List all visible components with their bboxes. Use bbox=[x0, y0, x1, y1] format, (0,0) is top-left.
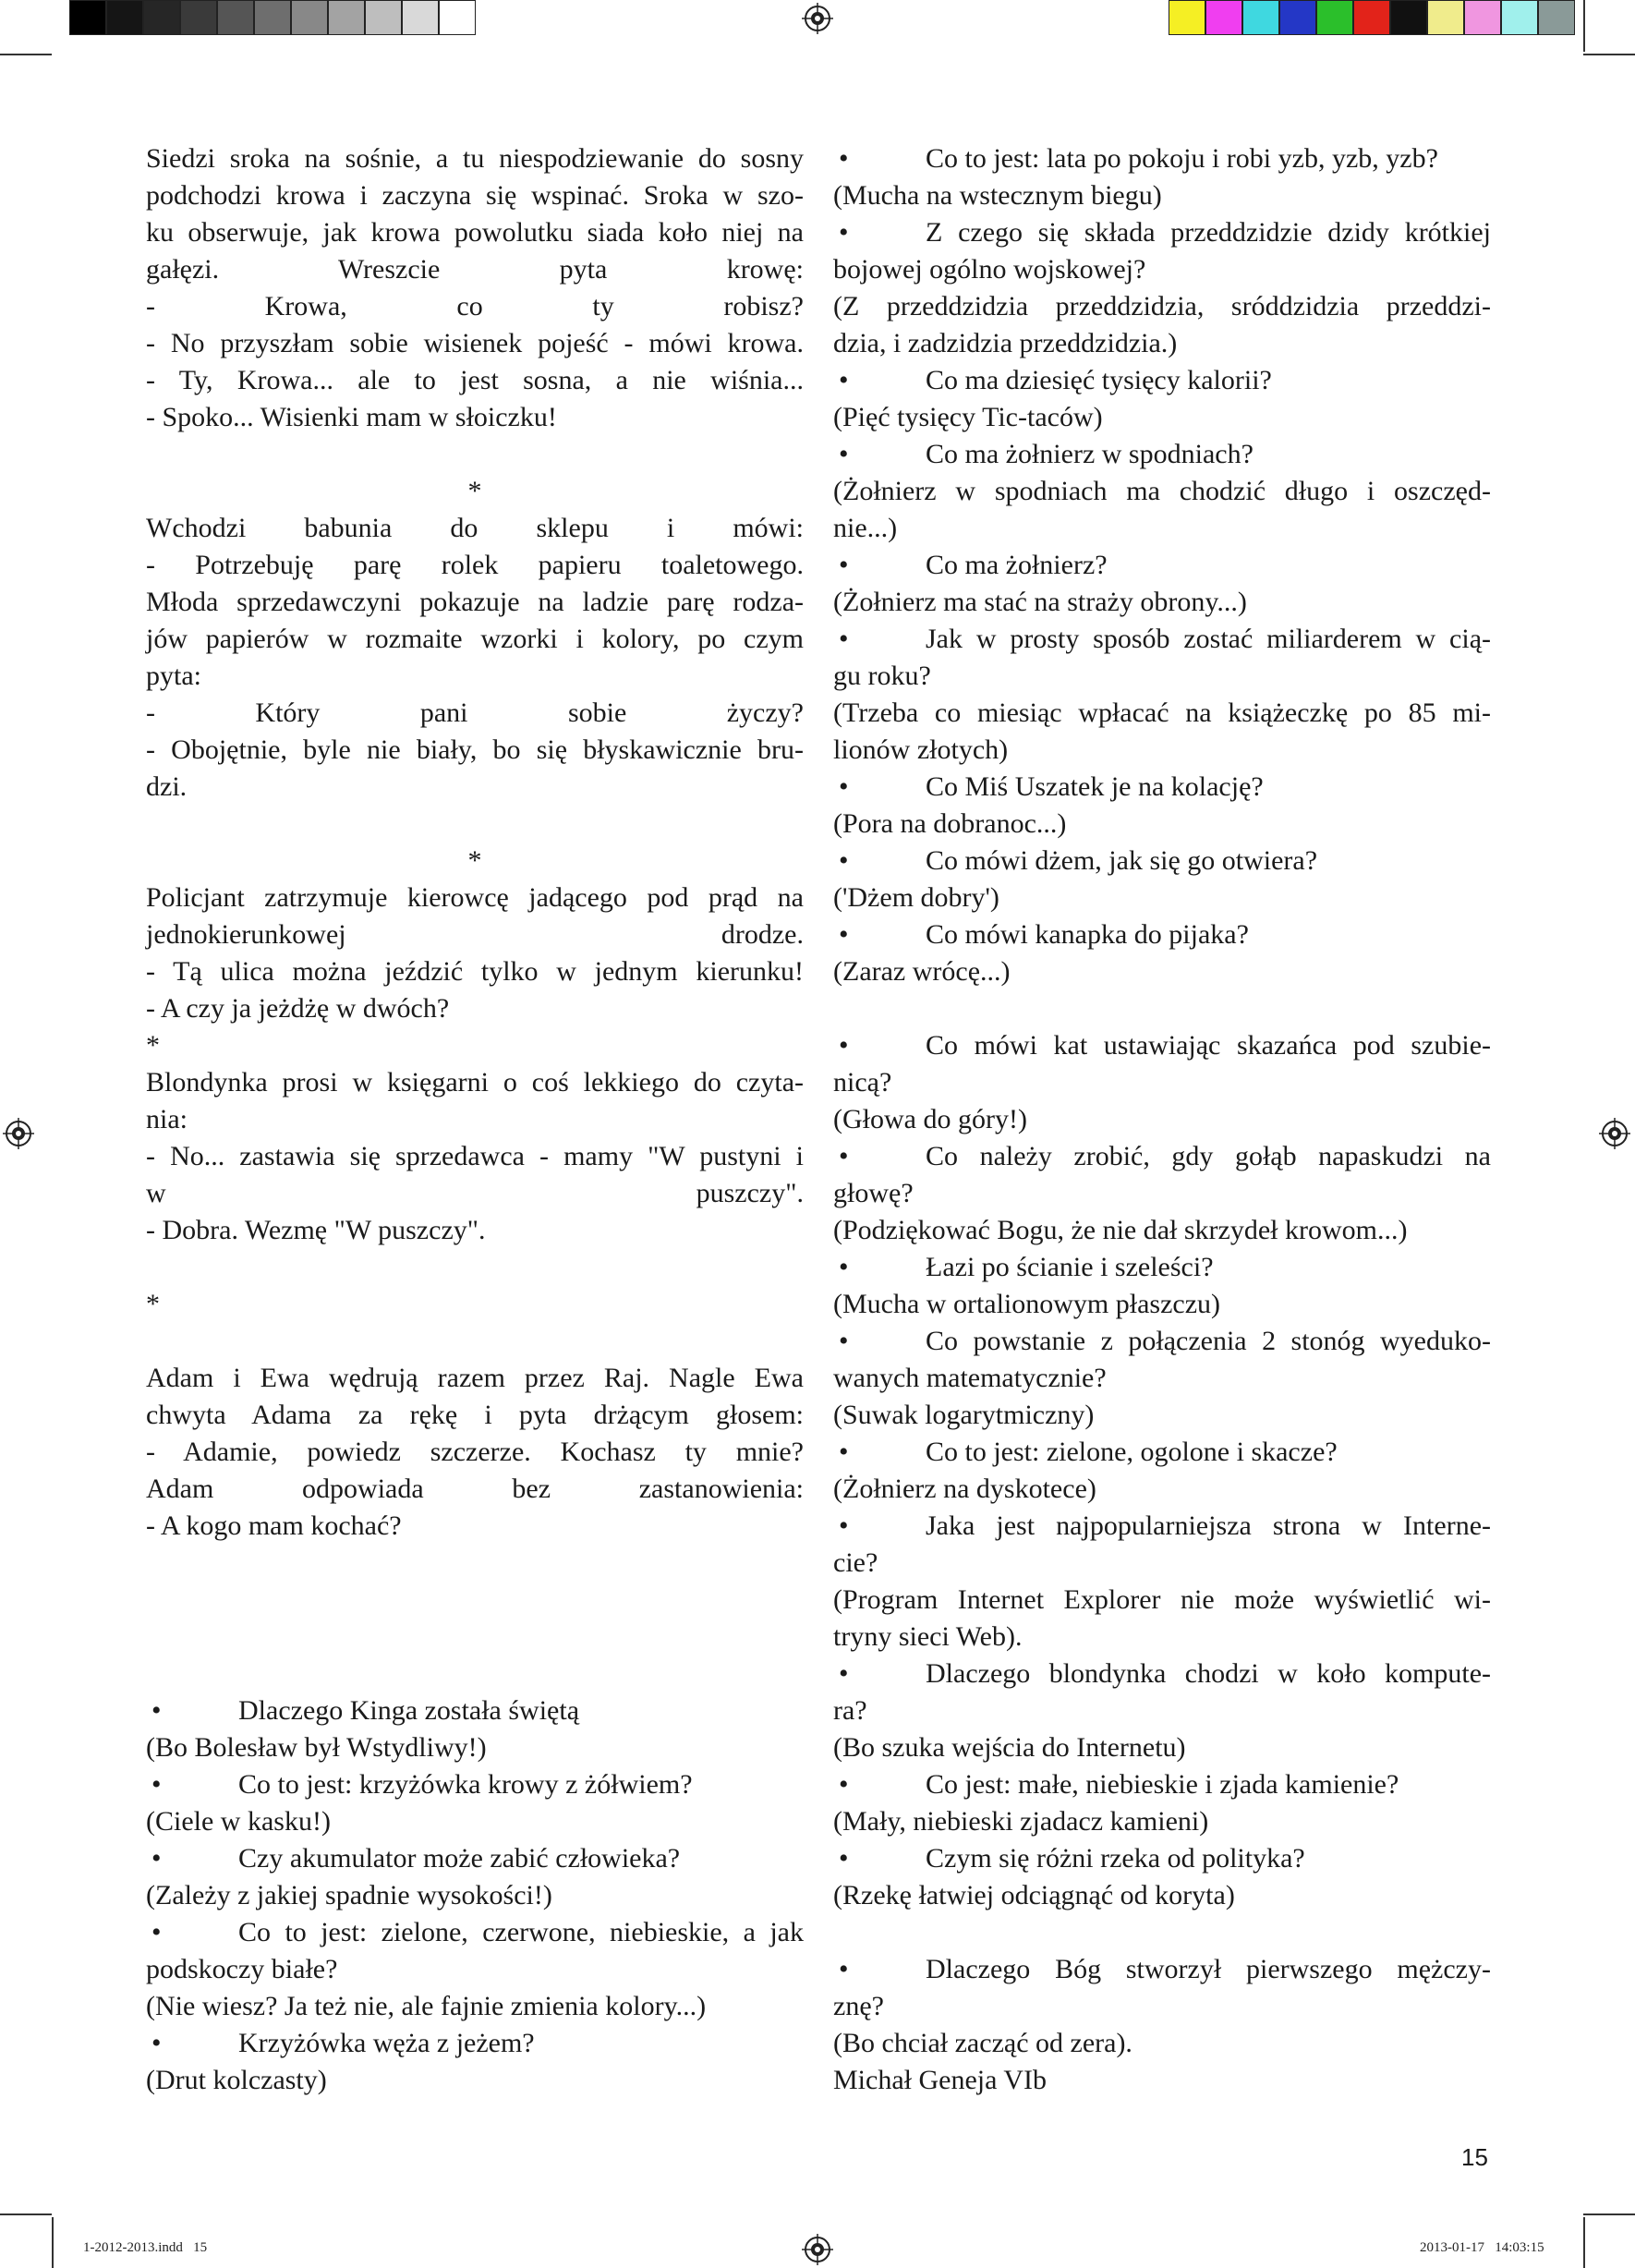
riddle-question-text: Co to jest: krzyżówka krowy z żółwiem? bbox=[238, 1769, 693, 1800]
riddle-question-text: Co Miś Uszatek je na kolację? bbox=[926, 771, 1264, 802]
text-line: gałęzi. Wreszcie pyta krowę: bbox=[146, 254, 804, 285]
color-swatch bbox=[1205, 0, 1242, 35]
text-line: Adam odpowiada bez zastanowienia: bbox=[146, 1474, 804, 1504]
bullet-icon: • bbox=[839, 143, 849, 174]
riddle-question-text: Co jest: małe, niebieskie i zjada kamienie? bbox=[926, 1769, 1399, 1800]
bullet-icon: • bbox=[839, 1769, 849, 1800]
riddle-answer: dzia, i zadzidzia przeddzidzia.) bbox=[833, 328, 1178, 358]
riddle-answer: (Bo chciał zacząć od zera). bbox=[833, 2028, 1132, 2058]
riddle-question-text: Czy akumulator może zabić człowieka? bbox=[238, 1843, 681, 1874]
riddle-question bbox=[146, 1840, 804, 1877]
text-line: - No przyszłam sobie wisienek pojeść - mówi krowa. bbox=[146, 328, 804, 358]
riddle-question-text: Co ma żołnierz w spodniach? bbox=[926, 439, 1254, 469]
riddle-question-text: Co mówi kat ustawiając skazańca pod szubie- bbox=[926, 1030, 1491, 1061]
left-column bbox=[146, 140, 804, 2099]
riddle-answer: (Zależy z jakiej spadnie wysokości!) bbox=[146, 1880, 552, 1910]
riddle-question bbox=[833, 916, 1491, 953]
riddle-question bbox=[146, 1914, 804, 1951]
asterisk-separator: * bbox=[146, 1289, 160, 1319]
riddle-question-text: Co to jest: zielone, ogolone i skacze? bbox=[926, 1437, 1338, 1467]
riddle-question-text: Co należy zrobić, gdy gołąb napaskudzi na bbox=[926, 1141, 1491, 1171]
riddle-answer: (Nie wiesz? Ja też nie, ale fajnie zmienia kolory...) bbox=[146, 1991, 707, 2021]
crop-mark bbox=[0, 54, 52, 55]
color-swatch bbox=[106, 0, 143, 35]
riddle-answer: (Pięć tysięcy Tic-taców) bbox=[833, 402, 1103, 432]
riddle-question-text: Dlaczego blondynka chodzi w koło kompute- bbox=[926, 1658, 1491, 1689]
riddle-answer: (Żołnierz w spodniach ma chodzić długo i oszczęd- bbox=[833, 476, 1491, 506]
text-line: Blondynka prosi w księgarni o coś lekkiego do czyta- bbox=[146, 1067, 804, 1098]
riddle-answer: nie...) bbox=[833, 513, 898, 543]
riddle-question-text: Co mówi kanapka do pijaka? bbox=[926, 919, 1249, 950]
author-signature: Michał Geneja VIb bbox=[833, 2065, 1048, 2095]
riddle-answer: ('Dżem dobry') bbox=[833, 882, 999, 913]
text-line: Siedzi sroka na sośnie, a tu niespodziewanie do sosny bbox=[146, 143, 804, 174]
riddle-question bbox=[833, 1508, 1491, 1545]
riddle-question-text: Jak w prosty sposób zostać miliarderem w cią- bbox=[926, 624, 1491, 654]
riddle-question bbox=[833, 843, 1491, 879]
color-swatch bbox=[217, 0, 254, 35]
riddle-question-text: Co ma żołnierz? bbox=[926, 550, 1108, 580]
bullet-icon: • bbox=[839, 1141, 849, 1171]
text-line: - A kogo mam kochać? bbox=[146, 1510, 402, 1541]
color-swatch bbox=[439, 0, 476, 35]
riddle-question-text: głowę? bbox=[833, 1178, 914, 1208]
bullet-icon: • bbox=[839, 1437, 849, 1467]
riddle-answer: (Program Internet Explorer nie może wyświetlić wi- bbox=[833, 1584, 1491, 1615]
registration-mark-icon bbox=[3, 1118, 34, 1149]
crop-mark bbox=[0, 2213, 52, 2215]
text-line: ku obserwuje, jak krowa powolutku siada koło niej na bbox=[146, 217, 804, 248]
riddle-question bbox=[833, 1656, 1491, 1692]
riddle-answer: (Żołnierz ma stać na straży obrony...) bbox=[833, 587, 1247, 617]
text-line: w puszczy". bbox=[146, 1178, 804, 1208]
process-color-bar bbox=[1169, 0, 1575, 37]
bullet-icon: • bbox=[839, 771, 849, 802]
riddle-answer: (Podziękować Bogu, że nie dał skrzydeł krowom...) bbox=[833, 1215, 1408, 1245]
text-line: - Który pani sobie życzy? bbox=[146, 697, 804, 728]
text-line: - Spoko... Wisienki mam w słoiczku! bbox=[146, 402, 557, 432]
registration-mark-icon bbox=[802, 2234, 833, 2265]
crop-mark bbox=[1583, 2213, 1635, 2215]
text-line: - Adamie, powiedz szczerze. Kochasz ty mnie? bbox=[146, 1437, 804, 1467]
riddle-question bbox=[833, 1951, 1491, 1988]
riddle-question bbox=[146, 1766, 804, 1803]
riddle-answer: (Pora na dobranoc...) bbox=[833, 808, 1067, 839]
riddle-answer: (Bo szuka wejścia do Internetu) bbox=[833, 1732, 1186, 1763]
riddle-question-text: nicą? bbox=[833, 1067, 892, 1098]
text-line: - No... zastawia się sprzedawca - mamy "W pustyni i bbox=[146, 1141, 804, 1171]
text-line: podchodzi krowa i zaczyna się wspinać. Sroka w szo- bbox=[146, 180, 804, 211]
color-swatch bbox=[365, 0, 402, 35]
riddle-question-text: bojowej ogólno wojskowej? bbox=[833, 254, 1146, 285]
bullet-icon: • bbox=[839, 365, 849, 395]
color-swatch bbox=[1242, 0, 1279, 35]
text-line: - Obojętnie, byle nie biały, bo się błyskawicznie bru- bbox=[146, 734, 804, 765]
riddle-answer: (Mucha na wstecznym biegu) bbox=[833, 180, 1162, 211]
riddle-question-text: Jaka jest najpopularniejsza strona w Interne- bbox=[926, 1510, 1491, 1541]
riddle-question bbox=[833, 769, 1491, 806]
text-line: - Dobra. Wezmę "W puszczy". bbox=[146, 1215, 486, 1245]
riddle-answer: (Suwak logarytmiczny) bbox=[833, 1400, 1095, 1430]
riddle-answer: (Ciele w kasku!) bbox=[146, 1806, 331, 1837]
riddle-question-text: Czym się różni rzeka od polityka? bbox=[926, 1843, 1305, 1874]
color-swatch bbox=[180, 0, 217, 35]
slug-timestamp: 2013-01-17 14:03:15 bbox=[1420, 2240, 1544, 2255]
text-line: Wchodzi babunia do sklepu i mówi: bbox=[146, 513, 804, 543]
text-line: - A czy ja jeżdżę w dwóch? bbox=[146, 993, 450, 1024]
grayscale-color-bar bbox=[69, 0, 476, 37]
text-line: Policjant zatrzymuje kierowcę jadącego pod prąd na bbox=[146, 882, 804, 913]
color-swatch bbox=[1316, 0, 1353, 35]
registration-mark-icon bbox=[1599, 1118, 1630, 1149]
riddle-question bbox=[833, 214, 1491, 251]
riddle-question-text: Dlaczego Kinga została świętą bbox=[238, 1695, 580, 1726]
riddle-question bbox=[833, 436, 1491, 473]
crop-mark bbox=[1583, 54, 1635, 55]
riddle-question bbox=[833, 1249, 1491, 1286]
riddle-answer: lionów złotych) bbox=[833, 734, 1009, 765]
riddle-question bbox=[833, 1434, 1491, 1471]
bullet-icon: • bbox=[151, 2028, 162, 2058]
text-line: nia: bbox=[146, 1104, 188, 1134]
riddle-question-text: Z czego się składa przeddzidzie dzidy krótkiej bbox=[926, 217, 1491, 248]
crop-mark bbox=[1583, 2217, 1585, 2268]
riddle-question-text: Łazi po ścianie i szeleści? bbox=[926, 1252, 1214, 1282]
riddle-question bbox=[146, 2025, 804, 2062]
page-number: 15 bbox=[1461, 2143, 1488, 2171]
bullet-icon: • bbox=[839, 624, 849, 654]
riddle-question-text: Co mówi dżem, jak się go otwiera? bbox=[926, 845, 1318, 876]
riddle-question bbox=[833, 362, 1491, 399]
color-swatch bbox=[1538, 0, 1575, 35]
right-column bbox=[833, 140, 1491, 2099]
riddle-question bbox=[833, 547, 1491, 584]
text-line: - Krowa, co ty robisz? bbox=[146, 291, 804, 321]
riddle-question-text: Dlaczego Bóg stworzył pierwszego mężczy- bbox=[926, 1954, 1491, 1984]
slug-filename: 1-2012-2013.indd 15 bbox=[83, 2240, 208, 2255]
riddle-question-text: cie? bbox=[833, 1547, 878, 1578]
riddle-answer: (Rzekę łatwiej odciągnąć od koryta) bbox=[833, 1880, 1235, 1910]
riddle-question bbox=[833, 1323, 1491, 1360]
color-swatch bbox=[402, 0, 439, 35]
bullet-icon: • bbox=[839, 919, 849, 950]
text-line: - Ty, Krowa... ale to jest sosna, a nie wiśnia... bbox=[146, 365, 804, 395]
text-line: chwyta Adama za rękę i pyta drżącym głosem: bbox=[146, 1400, 804, 1430]
text-line: dzi. bbox=[146, 771, 188, 802]
color-swatch bbox=[143, 0, 180, 35]
color-swatch bbox=[1427, 0, 1464, 35]
riddle-question bbox=[146, 1692, 804, 1729]
riddle-question-text: Krzyżówka węża z jeżem? bbox=[238, 2028, 535, 2058]
bullet-icon: • bbox=[151, 1695, 162, 1726]
riddle-question-text: Co to jest: lata po pokoju i robi yzb, yzb, yzb? bbox=[926, 143, 1438, 174]
riddle-question bbox=[833, 1766, 1491, 1803]
riddle-question-text: Co ma dziesięć tysięcy kalorii? bbox=[926, 365, 1272, 395]
riddle-answer: (Trzeba co miesiąc wpłacać na książeczkę po 85 mi- bbox=[833, 697, 1491, 728]
color-swatch bbox=[291, 0, 328, 35]
text-line: - Tą ulica można jeździć tylko w jednym kierunku! bbox=[146, 956, 804, 987]
riddle-answer: (Żołnierz na dyskotece) bbox=[833, 1474, 1096, 1504]
color-swatch bbox=[1169, 0, 1205, 35]
text-line: Młoda sprzedawczyni pokazuje na ladzie parę rodza- bbox=[146, 587, 804, 617]
riddle-answer: (Głowa do góry!) bbox=[833, 1104, 1027, 1134]
bullet-icon: • bbox=[839, 1954, 849, 1984]
crop-mark bbox=[1583, 0, 1585, 52]
riddle-question bbox=[833, 1027, 1491, 1064]
color-swatch bbox=[69, 0, 106, 35]
bullet-icon: • bbox=[839, 1326, 849, 1356]
text-line: jednokierunkowej drodze. bbox=[146, 919, 804, 950]
riddle-question-text: Co powstanie z połączenia 2 stonóg wyeduko- bbox=[926, 1326, 1491, 1356]
bullet-icon: • bbox=[839, 1030, 849, 1061]
riddle-question-text: Co to jest: zielone, czerwone, niebieskie, a jak bbox=[238, 1917, 804, 1947]
riddle-question-text: gu roku? bbox=[833, 661, 931, 691]
riddle-question-text: podskoczy białe? bbox=[146, 1954, 338, 1984]
color-swatch bbox=[1353, 0, 1390, 35]
text-line: Adam i Ewa wędrują razem przez Raj. Nagle Ewa bbox=[146, 1363, 804, 1393]
riddle-question bbox=[833, 621, 1491, 658]
bullet-icon: • bbox=[151, 1843, 162, 1874]
color-swatch bbox=[1501, 0, 1538, 35]
riddle-answer: (Mały, niebieski zjadacz kamieni) bbox=[833, 1806, 1209, 1837]
color-swatch bbox=[254, 0, 291, 35]
color-swatch bbox=[1279, 0, 1316, 35]
riddle-question-text: znę? bbox=[833, 1991, 884, 2021]
riddle-question-text: wanych matematycznie? bbox=[833, 1363, 1107, 1393]
bullet-icon: • bbox=[839, 217, 849, 248]
bullet-icon: • bbox=[839, 1510, 849, 1541]
riddle-question bbox=[833, 140, 1491, 177]
asterisk-separator: * bbox=[146, 1030, 160, 1061]
registration-mark-icon bbox=[802, 3, 833, 34]
bullet-icon: • bbox=[839, 1658, 849, 1689]
riddle-answer: (Zaraz wrócę...) bbox=[833, 956, 1011, 987]
riddle-answer: (Bo Bolesław był Wstydliwy!) bbox=[146, 1732, 487, 1763]
riddle-answer: tryny sieci Web). bbox=[833, 1621, 1023, 1652]
text-line: - Potrzebuję parę rolek papieru toaletowego. bbox=[146, 550, 804, 580]
bullet-icon: • bbox=[839, 439, 849, 469]
color-swatch bbox=[328, 0, 365, 35]
riddle-answer: (Mucha w ortalionowym płaszczu) bbox=[833, 1289, 1221, 1319]
bullet-icon: • bbox=[151, 1769, 162, 1800]
riddle-question bbox=[833, 1840, 1491, 1877]
crop-mark bbox=[52, 2217, 54, 2268]
text-line: pyta: bbox=[146, 661, 201, 691]
riddle-question-text: ra? bbox=[833, 1695, 867, 1726]
bullet-icon: • bbox=[151, 1917, 162, 1947]
bullet-icon: • bbox=[839, 550, 849, 580]
color-swatch bbox=[1390, 0, 1427, 35]
color-swatch bbox=[1464, 0, 1501, 35]
riddle-answer: (Drut kolczasty) bbox=[146, 2065, 327, 2095]
asterisk-separator: * bbox=[467, 845, 482, 876]
bullet-icon: • bbox=[839, 845, 849, 876]
asterisk-separator: * bbox=[467, 476, 482, 506]
bullet-icon: • bbox=[839, 1252, 849, 1282]
text-line: jów papierów w rozmaite wzorki i kolory, po czym bbox=[146, 624, 804, 654]
bullet-icon: • bbox=[839, 1843, 849, 1874]
riddle-question bbox=[833, 1138, 1491, 1175]
riddle-answer: (Z przeddzidzia przeddzidzia, sróddzidzia przeddzi- bbox=[833, 291, 1491, 321]
